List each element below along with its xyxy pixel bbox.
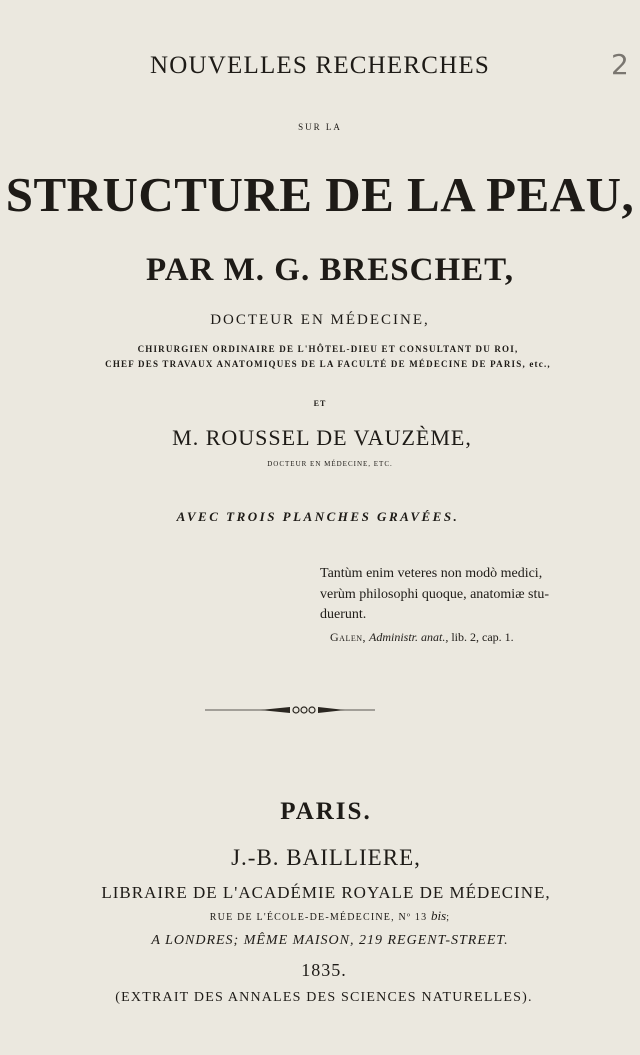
imprint-city: PARIS. <box>280 798 372 825</box>
author-1-degree: DOCTEUR EN MÉDECINE, <box>210 312 430 328</box>
epigraph-source <box>330 627 570 648</box>
imprint-year: 1835. <box>301 960 347 980</box>
epigraph-work: Administr. anat., <box>369 629 449 644</box>
extract-note: (EXTRAIT DES ANNALES DES SCIENCES NATURELLES). <box>115 990 533 1005</box>
address-text: RUE DE L'ÉCOLE-DE-MÉDECINE, Nº 13 <box>209 912 428 923</box>
author-1: PAR M. G. BRESCHET, <box>146 252 514 288</box>
imprint-address <box>10 908 640 924</box>
main-title: STRUCTURE DE LA PEAU, <box>5 167 635 222</box>
epigraph-ref: lib. 2, cap. 1. <box>451 629 514 644</box>
epigraph-line-3: duerunt. <box>320 607 367 622</box>
imprint-publisher: J.-B. BAILLIERE, <box>231 845 421 870</box>
author-2: M. ROUSSEL DE VAUZÈME, <box>172 425 472 450</box>
conjunction: ET <box>313 399 327 408</box>
plates-note: AVEC TROIS PLANCHES GRAVÉES. <box>176 509 460 524</box>
title-line-1: NOUVELLES RECHERCHES <box>150 52 490 79</box>
epigraph <box>320 564 570 647</box>
title-line-2: SUR LA <box>298 122 342 132</box>
imprint-publisher-title: LIBRAIRE DE L'ACADÉMIE ROYALE DE MÉDECINE, <box>101 883 551 902</box>
author-1-role-1: CHIRURGIEN ORDINAIRE DE L'HÔTEL-DIEU ET CONSULTANT DU ROI, <box>137 344 519 354</box>
epigraph-line-2: verùm philosophi quoque, anatomiæ stu- <box>320 586 550 602</box>
address-end: ; <box>446 912 451 923</box>
epigraph-line-1: Tantùm enim veteres non modò medici, <box>320 566 543 581</box>
margin-mark: 2 <box>611 48 629 81</box>
ornament-rule <box>205 703 375 717</box>
imprint-london: A LONDRES; MÊME MAISON, 219 REGENT-STREET. <box>151 933 509 948</box>
epigraph-author: Galen, <box>330 629 366 644</box>
address-bis: bis <box>431 908 447 923</box>
author-1-role-2: CHEF DES TRAVAUX ANATOMIQUES DE LA FACULTÉ DE MÉDECINE DE PARIS, etc., <box>105 359 551 369</box>
author-2-degree: DOCTEUR EN MÉDECINE, ETC. <box>267 460 393 468</box>
